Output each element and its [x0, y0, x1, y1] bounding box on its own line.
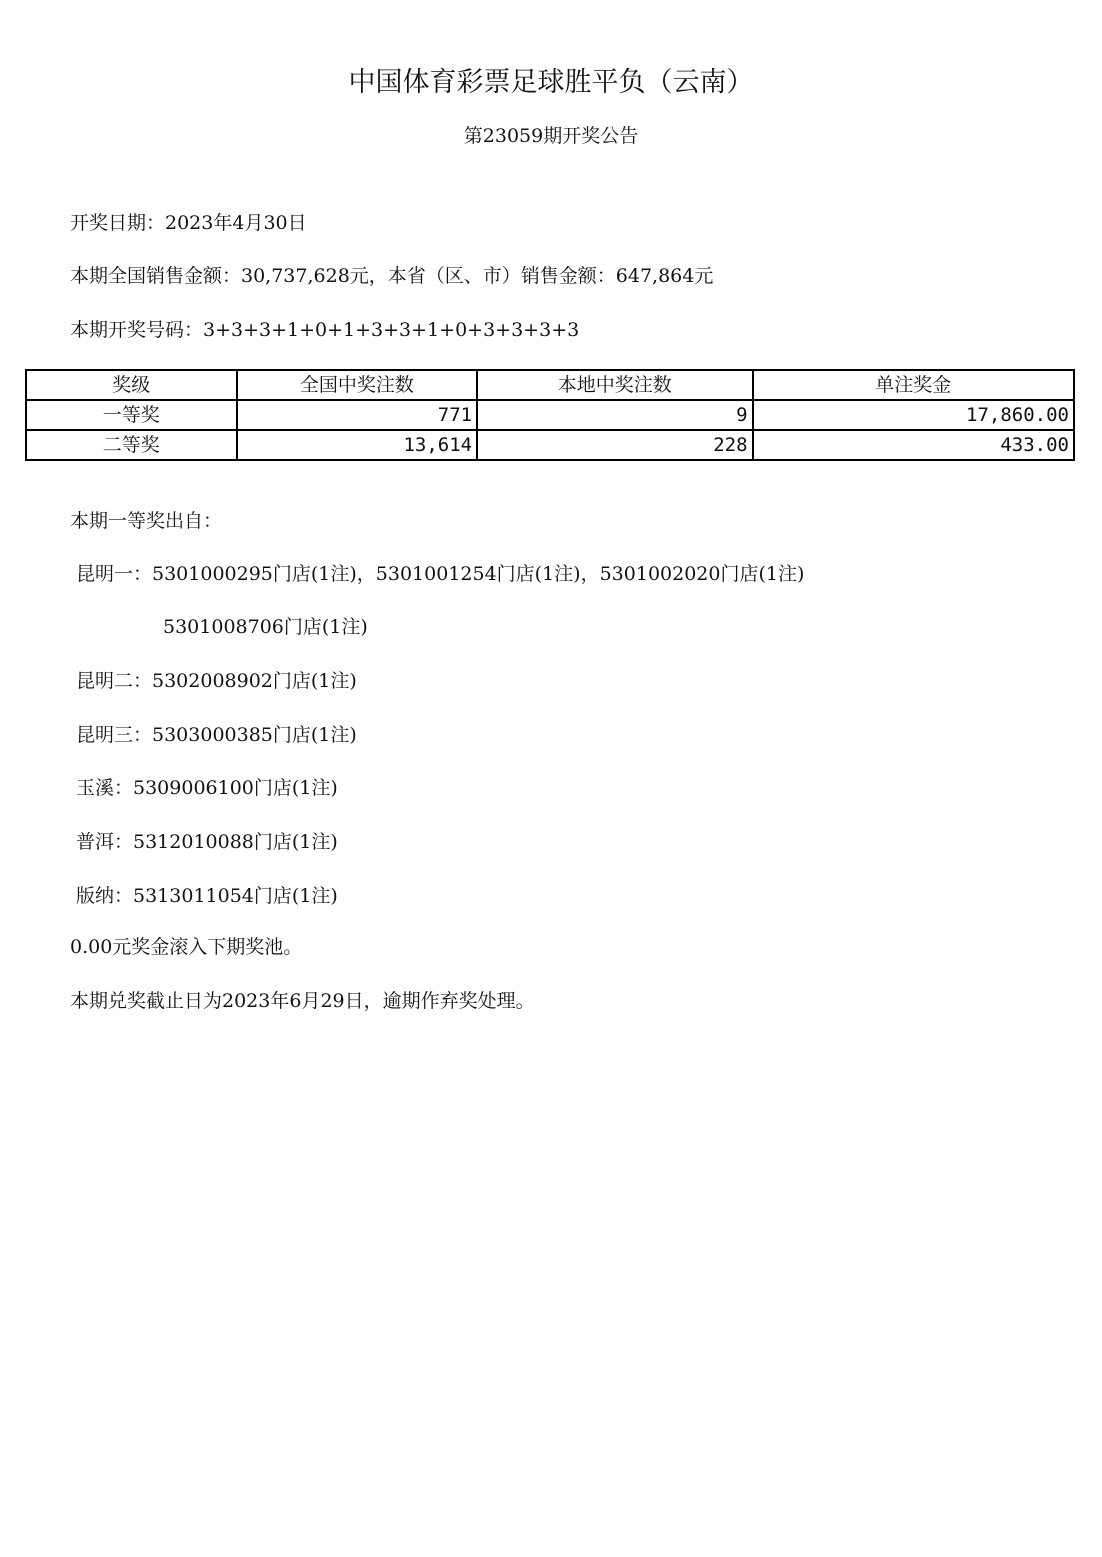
- prize-table: [25, 369, 1075, 461]
- page-subtitle: 第23059期开奖公告: [463, 125, 639, 147]
- location-line: 昆明三：5303000385门店(1注): [76, 724, 357, 746]
- location-line: 昆明二：5302008902门店(1注): [76, 670, 357, 692]
- prize-amount: 17,860.00: [753, 400, 1074, 430]
- prize-level: 二等奖: [26, 430, 237, 460]
- header-cell: 全国中奖注数: [237, 370, 478, 400]
- table-header-row: [26, 370, 1074, 400]
- prize-level: 一等奖: [26, 400, 237, 430]
- location-line: 5301008706门店(1注): [163, 616, 368, 638]
- draw-date: 开奖日期：2023年4月30日: [70, 212, 307, 234]
- rollover-note: 0.00元奖金滚入下期奖池。: [70, 936, 303, 958]
- prize-amount: 433.00: [753, 430, 1074, 460]
- header-cell: 奖级: [26, 370, 237, 400]
- location-line: 玉溪：5309006100门店(1注): [76, 777, 338, 799]
- first-prize-source-heading: 本期一等奖出自：: [70, 510, 223, 532]
- deadline-note: 本期兑奖截止日为2023年6月29日，逾期作弃奖处理。: [70, 990, 535, 1012]
- sales-amount: 本期全国销售金额：30,737,628元，本省（区、市）销售金额：647,864元: [70, 265, 714, 287]
- draw-numbers: 本期开奖号码：3+3+3+1+0+1+3+3+1+0+3+3+3+3: [70, 319, 580, 341]
- local-winners: 228: [477, 430, 752, 460]
- local-winners: 9: [477, 400, 752, 430]
- location-line: 版纳：5313011054门店(1注): [76, 885, 338, 907]
- header-cell: 本地中奖注数: [477, 370, 752, 400]
- national-winners: 13,614: [237, 430, 478, 460]
- table-row: [26, 400, 1074, 430]
- national-winners: 771: [237, 400, 478, 430]
- table-row: [26, 430, 1074, 460]
- page-title: 中国体育彩票足球胜平负（云南）: [348, 67, 754, 98]
- location-line: 昆明一：5301000295门店(1注)，5301001254门店(1注)，5301002020门店(1注): [76, 563, 805, 585]
- location-line: 普洱：5312010088门店(1注): [76, 831, 338, 853]
- header-cell: 单注奖金: [753, 370, 1074, 400]
